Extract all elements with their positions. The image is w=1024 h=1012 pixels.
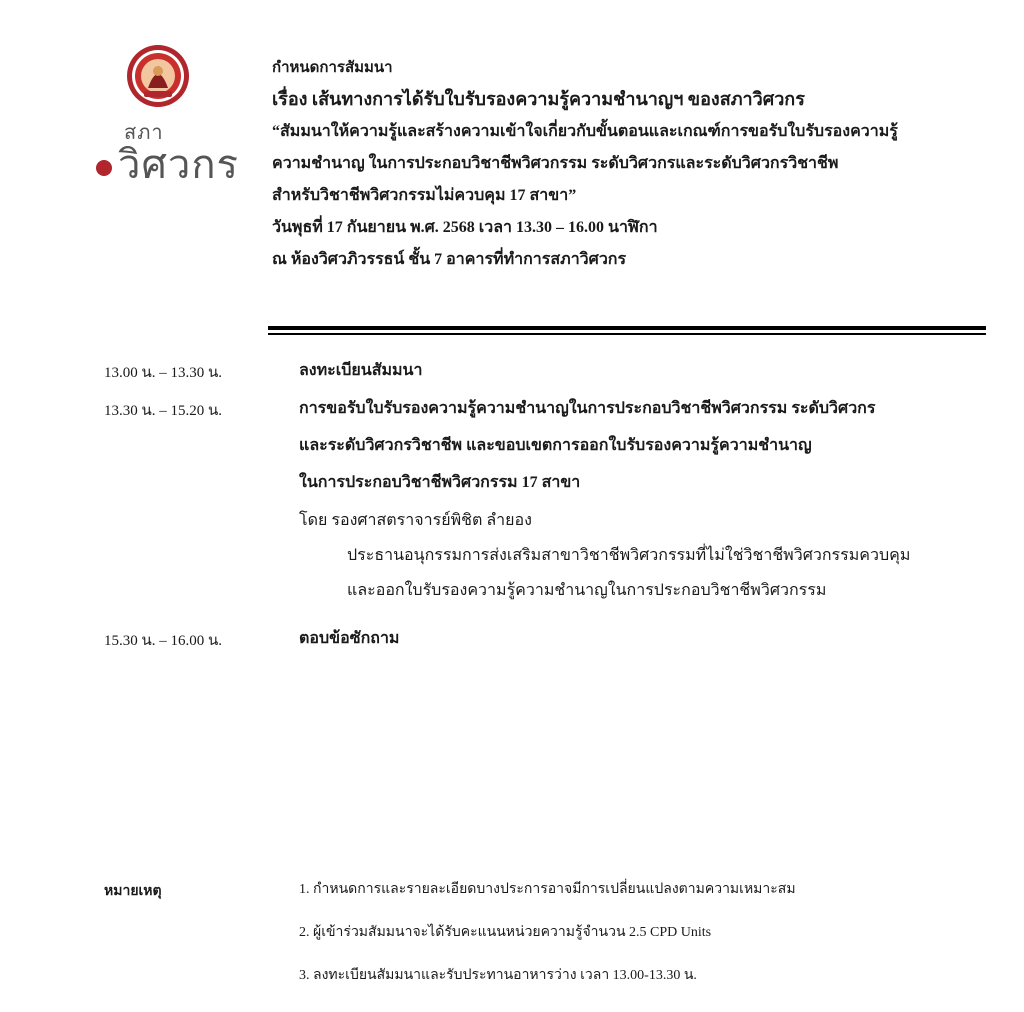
agenda-title-main-session-line-3: ในการประกอบวิชาชีพวิศวกรรม 17 สาขา bbox=[299, 474, 581, 491]
header-line-venue: ณ ห้องวิศวภิวรรธน์ ชั้น 7 อาคารที่ทำการสภาวิศวกร bbox=[272, 251, 627, 268]
agenda-time-qa: 15.30 น. – 16.00 น. bbox=[104, 633, 223, 649]
remark-item-2: 2. ผู้เข้าร่วมสัมมนาจะได้รับคะแนนหน่วยความรู้จำนวน 2.5 CPD Units bbox=[299, 925, 712, 940]
header-line-description-3: สำหรับวิชาชีพวิศวกรรมไม่ควบคุม 17 สาขา” bbox=[272, 187, 577, 204]
agenda-time-registration: 13.00 น. – 13.30 น. bbox=[104, 365, 223, 381]
remarks-label: หมายเหตุ bbox=[104, 884, 162, 899]
agenda-speaker-role-line-2: และออกใบรับรองความรู้ความชำนาญในการประกอบวิชาชีพวิศวกรรม bbox=[347, 582, 827, 599]
header-line-date: วันพุธที่ 17 กันยายน พ.ศ. 2568 เวลา 13.30 – 16.00 นาฬิกา bbox=[272, 219, 658, 236]
header-line-subject: เรื่อง เส้นทางการได้รับใบรับรองความรู้ความชำนาญฯ ของสภาวิศวกร bbox=[272, 89, 805, 109]
header-line-title: กำหนดการสัมมนา bbox=[272, 60, 393, 76]
header-divider-thin bbox=[268, 333, 986, 335]
council-seal-icon bbox=[126, 44, 190, 108]
document-header bbox=[272, 54, 992, 276]
agenda-title-main-session-line-2: และระดับวิศวกรวิชาชีพ และขอบเขตการออกใบรับรองความรู้ความชำนาญ bbox=[299, 437, 812, 454]
agenda-speaker: โดย รองศาสตราจารย์พิชิต ลำยอง bbox=[299, 512, 532, 529]
agenda-title-registration: ลงทะเบียนสัมมนา bbox=[299, 362, 423, 379]
council-logo bbox=[90, 44, 250, 194]
logo-word-big: วิศวกร bbox=[118, 142, 240, 188]
header-line-description-1: “สัมมนาให้ความรู้และสร้างความเข้าใจเกี่ยวกับขั้นตอนและเกณฑ์การขอรับใบรับรองความรู้ bbox=[272, 123, 898, 140]
header-divider-thick bbox=[268, 326, 986, 330]
remark-item-3: 3. ลงทะเบียนสัมมนาและรับประทานอาหารว่าง เวลา 13.00-13.30 น. bbox=[299, 968, 697, 983]
header-line-description-2: ความชำนาญ ในการประกอบวิชาชีพวิศวกรรม ระดับวิศวกรและระดับวิศวกรวิชาชีพ bbox=[272, 155, 839, 172]
remark-item-1: 1. กำหนดการและรายละเอียดบางประการอาจมีการเปลี่ยนแปลงตามความเหมาะสม bbox=[299, 882, 796, 897]
agenda-time-main-session: 13.30 น. – 15.20 น. bbox=[104, 403, 223, 419]
agenda-title-qa: ตอบข้อซักถาม bbox=[299, 630, 400, 647]
agenda-speaker-role-line-1: ประธานอนุกรรมการส่งเสริมสาขาวิชาชีพวิศวกรรมที่ไม่ใช่วิชาชีพวิศวกรรมควบคุม bbox=[347, 547, 911, 564]
logo-word-small: สภา bbox=[124, 120, 164, 144]
logo-dot bbox=[96, 160, 112, 176]
agenda-title-main-session-line-1: การขอรับใบรับรองความรู้ความชำนาญในการประกอบวิชาชีพวิศวกรรม ระดับวิศวกร bbox=[299, 400, 876, 417]
